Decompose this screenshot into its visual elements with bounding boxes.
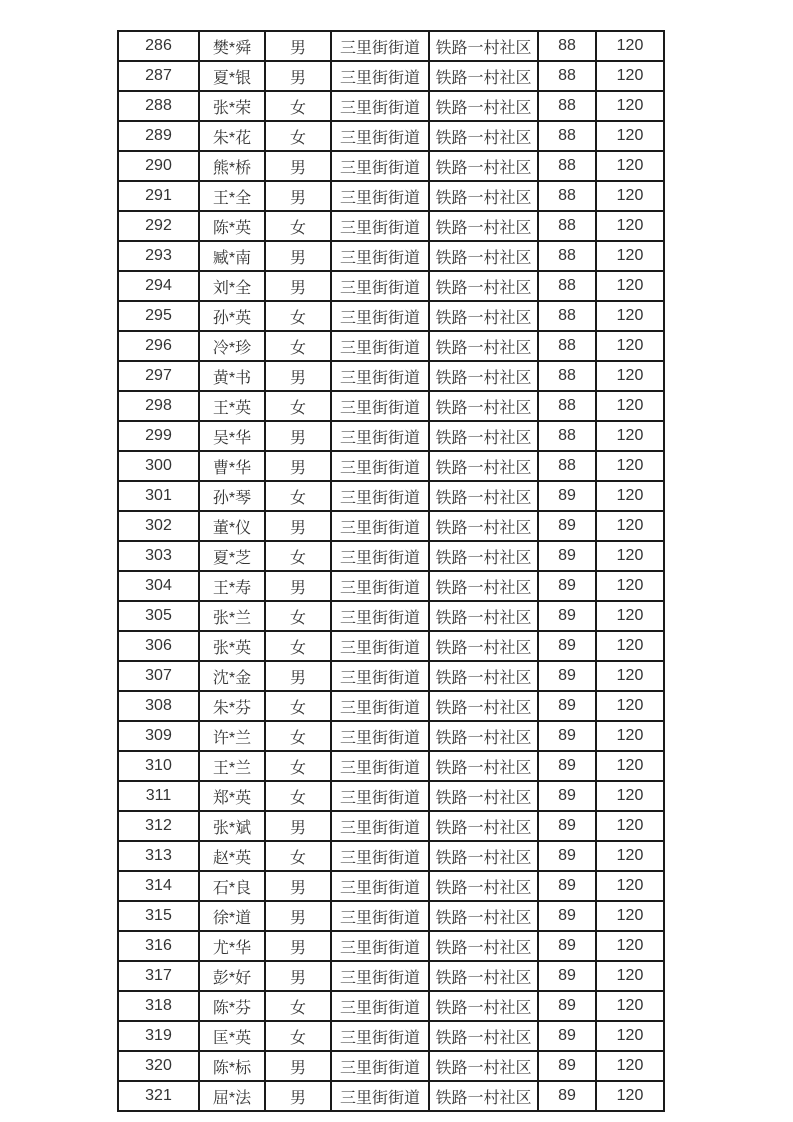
cell-number-a: 88	[538, 61, 596, 91]
cell-number-a: 89	[538, 871, 596, 901]
cell-number-a: 89	[538, 481, 596, 511]
cell-community: 铁路一村社区	[429, 151, 538, 181]
cell-gender: 女	[265, 541, 331, 571]
cell-number-a: 88	[538, 391, 596, 421]
cell-name: 曹*华	[199, 451, 265, 481]
cell-number-a: 89	[538, 901, 596, 931]
cell-name: 陈*芬	[199, 991, 265, 1021]
cell-gender: 女	[265, 631, 331, 661]
cell-street: 三里街街道	[331, 181, 429, 211]
cell-name: 许*兰	[199, 721, 265, 751]
cell-number-a: 88	[538, 361, 596, 391]
cell-street: 三里街街道	[331, 361, 429, 391]
table-row	[118, 61, 664, 91]
cell-number-b: 120	[596, 451, 664, 481]
cell-street: 三里街街道	[331, 331, 429, 361]
cell-name: 冷*珍	[199, 331, 265, 361]
cell-serial: 315	[118, 901, 199, 931]
cell-number-a: 88	[538, 121, 596, 151]
cell-gender: 女	[265, 91, 331, 121]
cell-street: 三里街街道	[331, 811, 429, 841]
cell-serial: 321	[118, 1081, 199, 1111]
cell-community: 铁路一村社区	[429, 631, 538, 661]
cell-community: 铁路一村社区	[429, 691, 538, 721]
table-row	[118, 901, 664, 931]
cell-gender: 男	[265, 271, 331, 301]
cell-number-b: 120	[596, 811, 664, 841]
cell-number-b: 120	[596, 211, 664, 241]
cell-number-a: 89	[538, 511, 596, 541]
cell-street: 三里街街道	[331, 451, 429, 481]
cell-number-b: 120	[596, 91, 664, 121]
cell-gender: 男	[265, 421, 331, 451]
cell-gender: 男	[265, 151, 331, 181]
cell-community: 铁路一村社区	[429, 61, 538, 91]
table-row	[118, 421, 664, 451]
cell-community: 铁路一村社区	[429, 211, 538, 241]
table-row	[118, 781, 664, 811]
cell-gender: 男	[265, 31, 331, 61]
cell-community: 铁路一村社区	[429, 901, 538, 931]
cell-gender: 男	[265, 181, 331, 211]
cell-name: 陈*英	[199, 211, 265, 241]
cell-number-b: 120	[596, 961, 664, 991]
cell-name: 张*斌	[199, 811, 265, 841]
cell-serial: 307	[118, 661, 199, 691]
cell-name: 赵*英	[199, 841, 265, 871]
cell-number-a: 89	[538, 631, 596, 661]
cell-community: 铁路一村社区	[429, 91, 538, 121]
cell-street: 三里街街道	[331, 601, 429, 631]
cell-number-a: 88	[538, 421, 596, 451]
cell-gender: 男	[265, 1051, 331, 1081]
cell-street: 三里街街道	[331, 211, 429, 241]
cell-gender: 女	[265, 331, 331, 361]
cell-name: 王*全	[199, 181, 265, 211]
cell-name: 陈*标	[199, 1051, 265, 1081]
table-row	[118, 991, 664, 1021]
cell-gender: 男	[265, 241, 331, 271]
table-row	[118, 451, 664, 481]
cell-gender: 女	[265, 991, 331, 1021]
cell-name: 熊*桥	[199, 151, 265, 181]
cell-gender: 女	[265, 481, 331, 511]
cell-name: 夏*银	[199, 61, 265, 91]
table-row	[118, 691, 664, 721]
cell-community: 铁路一村社区	[429, 1081, 538, 1111]
cell-serial: 301	[118, 481, 199, 511]
cell-number-b: 120	[596, 151, 664, 181]
cell-community: 铁路一村社区	[429, 181, 538, 211]
cell-community: 铁路一村社区	[429, 451, 538, 481]
cell-number-a: 89	[538, 751, 596, 781]
cell-number-b: 120	[596, 871, 664, 901]
cell-serial: 316	[118, 931, 199, 961]
cell-community: 铁路一村社区	[429, 751, 538, 781]
cell-serial: 293	[118, 241, 199, 271]
cell-serial: 320	[118, 1051, 199, 1081]
cell-community: 铁路一村社区	[429, 781, 538, 811]
cell-number-b: 120	[596, 781, 664, 811]
cell-name: 夏*芝	[199, 541, 265, 571]
cell-gender: 男	[265, 61, 331, 91]
cell-gender: 男	[265, 931, 331, 961]
cell-gender: 女	[265, 601, 331, 631]
table-row	[118, 931, 664, 961]
table-row	[118, 961, 664, 991]
cell-number-b: 120	[596, 61, 664, 91]
table-row	[118, 1021, 664, 1051]
cell-serial: 292	[118, 211, 199, 241]
cell-number-b: 120	[596, 1021, 664, 1051]
cell-number-a: 88	[538, 91, 596, 121]
cell-street: 三里街街道	[331, 721, 429, 751]
cell-number-a: 89	[538, 721, 596, 751]
cell-number-a: 88	[538, 211, 596, 241]
cell-serial: 286	[118, 31, 199, 61]
cell-street: 三里街街道	[331, 31, 429, 61]
cell-gender: 女	[265, 781, 331, 811]
cell-community: 铁路一村社区	[429, 391, 538, 421]
cell-gender: 女	[265, 391, 331, 421]
cell-street: 三里街街道	[331, 871, 429, 901]
cell-serial: 289	[118, 121, 199, 151]
cell-number-b: 120	[596, 601, 664, 631]
cell-gender: 女	[265, 841, 331, 871]
cell-community: 铁路一村社区	[429, 31, 538, 61]
cell-name: 沈*金	[199, 661, 265, 691]
cell-number-b: 120	[596, 331, 664, 361]
cell-street: 三里街街道	[331, 121, 429, 151]
cell-number-b: 120	[596, 751, 664, 781]
table-row	[118, 811, 664, 841]
cell-serial: 318	[118, 991, 199, 1021]
table-row	[118, 871, 664, 901]
table-row	[118, 391, 664, 421]
cell-community: 铁路一村社区	[429, 811, 538, 841]
cell-number-a: 88	[538, 241, 596, 271]
cell-community: 铁路一村社区	[429, 871, 538, 901]
cell-serial: 310	[118, 751, 199, 781]
cell-name: 董*仪	[199, 511, 265, 541]
table-row	[118, 631, 664, 661]
cell-number-a: 89	[538, 991, 596, 1021]
cell-number-b: 120	[596, 31, 664, 61]
table-row	[118, 361, 664, 391]
cell-gender: 男	[265, 571, 331, 601]
cell-community: 铁路一村社区	[429, 541, 538, 571]
table-row	[118, 481, 664, 511]
cell-serial: 297	[118, 361, 199, 391]
cell-number-a: 89	[538, 661, 596, 691]
cell-street: 三里街街道	[331, 691, 429, 721]
cell-name: 屈*法	[199, 1081, 265, 1111]
cell-gender: 女	[265, 301, 331, 331]
cell-serial: 317	[118, 961, 199, 991]
roster-table	[117, 30, 665, 1112]
cell-number-b: 120	[596, 481, 664, 511]
cell-name: 王*寿	[199, 571, 265, 601]
cell-number-a: 89	[538, 571, 596, 601]
cell-community: 铁路一村社区	[429, 331, 538, 361]
cell-street: 三里街街道	[331, 901, 429, 931]
cell-serial: 295	[118, 301, 199, 331]
cell-gender: 女	[265, 1021, 331, 1051]
cell-gender: 女	[265, 691, 331, 721]
cell-serial: 312	[118, 811, 199, 841]
cell-community: 铁路一村社区	[429, 1021, 538, 1051]
cell-street: 三里街街道	[331, 1081, 429, 1111]
table-row	[118, 271, 664, 301]
cell-street: 三里街街道	[331, 241, 429, 271]
cell-serial: 311	[118, 781, 199, 811]
cell-number-b: 120	[596, 721, 664, 751]
cell-street: 三里街街道	[331, 421, 429, 451]
cell-number-b: 120	[596, 181, 664, 211]
cell-street: 三里街街道	[331, 631, 429, 661]
cell-serial: 305	[118, 601, 199, 631]
cell-number-b: 120	[596, 361, 664, 391]
cell-number-a: 88	[538, 181, 596, 211]
cell-community: 铁路一村社区	[429, 931, 538, 961]
cell-street: 三里街街道	[331, 271, 429, 301]
table-row	[118, 721, 664, 751]
cell-number-a: 89	[538, 841, 596, 871]
table-row	[118, 661, 664, 691]
cell-number-a: 88	[538, 301, 596, 331]
cell-name: 孙*英	[199, 301, 265, 331]
cell-name: 徐*道	[199, 901, 265, 931]
cell-number-b: 120	[596, 691, 664, 721]
roster-table-body	[118, 31, 664, 1111]
cell-number-a: 89	[538, 1081, 596, 1111]
cell-number-b: 120	[596, 901, 664, 931]
cell-name: 尤*华	[199, 931, 265, 961]
cell-gender: 男	[265, 871, 331, 901]
cell-community: 铁路一村社区	[429, 301, 538, 331]
cell-street: 三里街街道	[331, 301, 429, 331]
cell-number-a: 89	[538, 811, 596, 841]
table-row	[118, 211, 664, 241]
cell-number-b: 120	[596, 661, 664, 691]
cell-number-b: 120	[596, 271, 664, 301]
cell-street: 三里街街道	[331, 91, 429, 121]
cell-serial: 314	[118, 871, 199, 901]
cell-street: 三里街街道	[331, 931, 429, 961]
cell-street: 三里街街道	[331, 991, 429, 1021]
cell-gender: 女	[265, 751, 331, 781]
cell-gender: 男	[265, 901, 331, 931]
cell-community: 铁路一村社区	[429, 571, 538, 601]
cell-serial: 313	[118, 841, 199, 871]
cell-street: 三里街街道	[331, 391, 429, 421]
cell-number-a: 89	[538, 1021, 596, 1051]
cell-number-a: 89	[538, 691, 596, 721]
cell-number-b: 120	[596, 121, 664, 151]
cell-street: 三里街街道	[331, 781, 429, 811]
cell-serial: 296	[118, 331, 199, 361]
cell-name: 朱*花	[199, 121, 265, 151]
cell-number-a: 89	[538, 961, 596, 991]
cell-number-a: 88	[538, 451, 596, 481]
cell-serial: 303	[118, 541, 199, 571]
cell-serial: 304	[118, 571, 199, 601]
cell-number-a: 88	[538, 331, 596, 361]
cell-serial: 290	[118, 151, 199, 181]
cell-name: 吴*华	[199, 421, 265, 451]
cell-gender: 女	[265, 211, 331, 241]
cell-gender: 女	[265, 121, 331, 151]
cell-community: 铁路一村社区	[429, 271, 538, 301]
cell-number-b: 120	[596, 631, 664, 661]
cell-serial: 319	[118, 1021, 199, 1051]
cell-number-b: 120	[596, 301, 664, 331]
table-row	[118, 601, 664, 631]
cell-gender: 女	[265, 721, 331, 751]
cell-street: 三里街街道	[331, 751, 429, 781]
table-row	[118, 571, 664, 601]
cell-community: 铁路一村社区	[429, 121, 538, 151]
cell-number-b: 120	[596, 511, 664, 541]
cell-gender: 男	[265, 511, 331, 541]
table-row	[118, 241, 664, 271]
cell-street: 三里街街道	[331, 151, 429, 181]
cell-street: 三里街街道	[331, 961, 429, 991]
cell-number-b: 120	[596, 571, 664, 601]
cell-number-b: 120	[596, 421, 664, 451]
cell-serial: 299	[118, 421, 199, 451]
cell-serial: 306	[118, 631, 199, 661]
cell-number-b: 120	[596, 1081, 664, 1111]
cell-community: 铁路一村社区	[429, 1051, 538, 1081]
table-row	[118, 151, 664, 181]
cell-community: 铁路一村社区	[429, 961, 538, 991]
cell-street: 三里街街道	[331, 571, 429, 601]
cell-number-a: 88	[538, 31, 596, 61]
table-row	[118, 91, 664, 121]
cell-name: 彭*好	[199, 961, 265, 991]
table-row	[118, 541, 664, 571]
cell-serial: 308	[118, 691, 199, 721]
table-row	[118, 511, 664, 541]
cell-serial: 298	[118, 391, 199, 421]
cell-number-b: 120	[596, 541, 664, 571]
cell-number-b: 120	[596, 1051, 664, 1081]
cell-serial: 302	[118, 511, 199, 541]
cell-gender: 男	[265, 961, 331, 991]
cell-street: 三里街街道	[331, 1021, 429, 1051]
cell-number-b: 120	[596, 841, 664, 871]
cell-serial: 309	[118, 721, 199, 751]
cell-street: 三里街街道	[331, 1051, 429, 1081]
cell-gender: 男	[265, 1081, 331, 1111]
cell-serial: 288	[118, 91, 199, 121]
cell-name: 朱*芬	[199, 691, 265, 721]
cell-street: 三里街街道	[331, 511, 429, 541]
cell-gender: 男	[265, 451, 331, 481]
table-row	[118, 1051, 664, 1081]
cell-number-b: 120	[596, 991, 664, 1021]
table-row	[118, 751, 664, 781]
cell-number-a: 88	[538, 271, 596, 301]
cell-name: 王*兰	[199, 751, 265, 781]
cell-gender: 男	[265, 361, 331, 391]
cell-gender: 男	[265, 661, 331, 691]
cell-name: 王*英	[199, 391, 265, 421]
table-row	[118, 301, 664, 331]
cell-name: 张*英	[199, 631, 265, 661]
cell-name: 张*荣	[199, 91, 265, 121]
cell-street: 三里街街道	[331, 841, 429, 871]
cell-number-a: 88	[538, 151, 596, 181]
cell-number-a: 89	[538, 931, 596, 961]
cell-number-b: 120	[596, 241, 664, 271]
cell-serial: 291	[118, 181, 199, 211]
cell-number-b: 120	[596, 391, 664, 421]
cell-community: 铁路一村社区	[429, 511, 538, 541]
cell-number-a: 89	[538, 1051, 596, 1081]
table-row	[118, 31, 664, 61]
cell-name: 孙*琴	[199, 481, 265, 511]
cell-name: 张*兰	[199, 601, 265, 631]
cell-community: 铁路一村社区	[429, 601, 538, 631]
cell-street: 三里街街道	[331, 481, 429, 511]
cell-serial: 287	[118, 61, 199, 91]
cell-name: 匡*英	[199, 1021, 265, 1051]
cell-name: 郑*英	[199, 781, 265, 811]
cell-name: 石*良	[199, 871, 265, 901]
table-row	[118, 121, 664, 151]
cell-community: 铁路一村社区	[429, 661, 538, 691]
cell-name: 黄*书	[199, 361, 265, 391]
cell-number-b: 120	[596, 931, 664, 961]
cell-street: 三里街街道	[331, 661, 429, 691]
cell-community: 铁路一村社区	[429, 481, 538, 511]
cell-name: 刘*全	[199, 271, 265, 301]
cell-community: 铁路一村社区	[429, 241, 538, 271]
cell-serial: 300	[118, 451, 199, 481]
cell-community: 铁路一村社区	[429, 361, 538, 391]
table-row	[118, 181, 664, 211]
cell-gender: 男	[265, 811, 331, 841]
cell-serial: 294	[118, 271, 199, 301]
table-row	[118, 331, 664, 361]
cell-community: 铁路一村社区	[429, 421, 538, 451]
cell-street: 三里街街道	[331, 61, 429, 91]
cell-street: 三里街街道	[331, 541, 429, 571]
table-row	[118, 841, 664, 871]
cell-name: 樊*舜	[199, 31, 265, 61]
cell-number-a: 89	[538, 541, 596, 571]
cell-number-a: 89	[538, 601, 596, 631]
cell-number-a: 89	[538, 781, 596, 811]
table-row	[118, 1081, 664, 1111]
cell-community: 铁路一村社区	[429, 721, 538, 751]
cell-community: 铁路一村社区	[429, 991, 538, 1021]
cell-name: 臧*南	[199, 241, 265, 271]
cell-community: 铁路一村社区	[429, 841, 538, 871]
